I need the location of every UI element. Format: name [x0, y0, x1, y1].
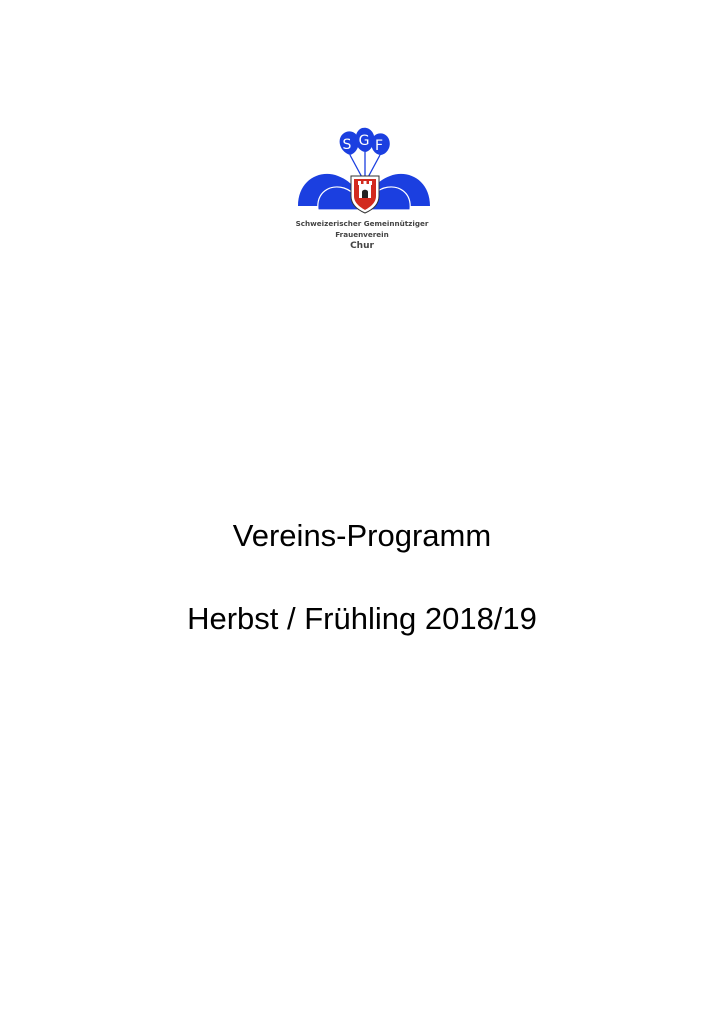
logo-letter-f: F	[374, 138, 384, 154]
document-subtitle: Herbst / Frühling 2018/19	[187, 601, 537, 636]
logo-caption	[282, 218, 442, 252]
logo-caption-line2: Frauenverein	[335, 230, 389, 239]
logo-caption-line1: Schweizerischer Gemeinnütziger	[295, 219, 429, 228]
logo-caption-city: Chur	[350, 241, 374, 251]
document-title: Vereins-Programm	[232, 518, 492, 553]
sgf-letters	[298, 126, 430, 214]
logo-letter-g: G	[358, 133, 370, 149]
sgf-logo	[282, 126, 442, 264]
logo-letter-s: S	[342, 137, 352, 153]
